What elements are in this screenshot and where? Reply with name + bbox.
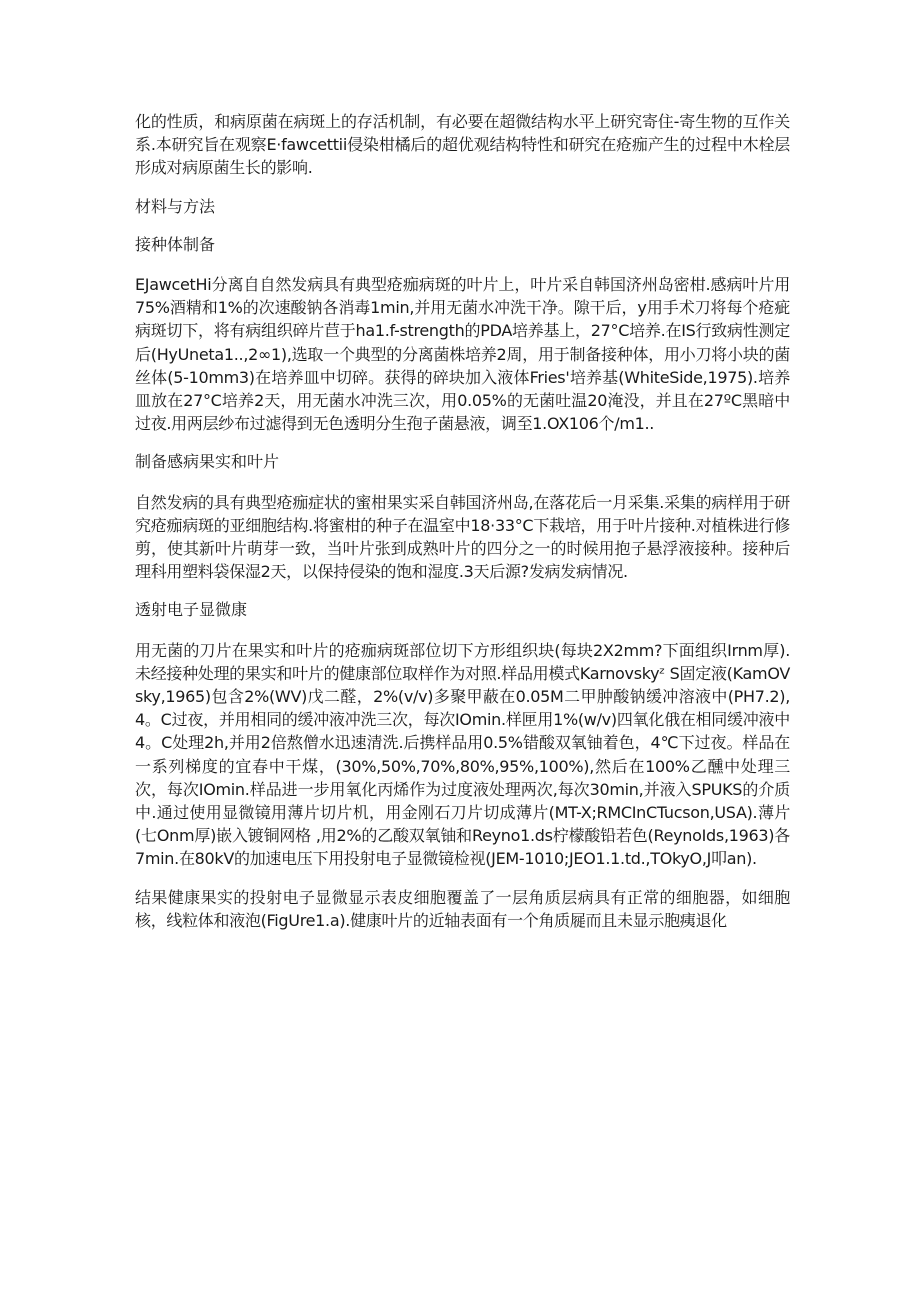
body-paragraph-results: 结果健康果实的投射电子显微显示表皮细胞覆盖了一层角质层病具有正常的细胞器，如细胞核，线粒体和液泡(FigUre1.a).健康叶片的近轴表面有一个角质屣而且未显示胞痍退化 bbox=[135, 887, 790, 930]
subsection-heading-inoculum: 接种体制备 bbox=[135, 234, 216, 254]
body-paragraph-intro: 化的性质，和病原菌在病斑上的存活机制，有必要在超微结构水平上研究寄住-寄生物的互作关系.本研究旨在观察E·fawcettii侵染柑橘后的超优观结构特性和研究在疮痂产生的过程中木栓层形成对病原菌生长的影响. bbox=[135, 112, 790, 178]
section-heading-materials-methods: 材料与方法 bbox=[135, 196, 216, 216]
body-paragraph-tem: 用无菌的刀片在果实和叶片的疮痂病斑部位切下方形组织块(每块2X2mm?下面组织Irnm厚).未经接种处理的果实和叶片的健康部位取样作为对照.样品用模式Karnovskyᶻ S固定液(KamOVsky,1965)包含2%(WV)戊二醛，2%(v∕v)多聚甲蔽在0.05M二甲肿酸钠缓冲溶液中(PH7.2),4。C过夜，并用相同的缓冲液冲洗三次，每次IOmin.样匣用1%(w∕v)四氧化俄在相同缓冲液中4。C处理2h,并用2倍熬僧水迅速清洗.后携样品用0.5%错酸双氧铀着色，4℃下过夜。样品在一系列梯度的宜春中干煤，(30%,50%,70%,80%,95%,100%),然后在100%乙醺中处理三次，每次IOmin.样品进一步用氧化丙烯作为过度液处理两次,每次30min,并液入SPUKS的介质中.通过使用显微镜用薄片切片机，用金刚石刀片切成薄片(MT-X;RMCInCTucson,USA).薄片(七Onm厚)嵌入镀铜网格 ,用2%的乙酸双氧铀和Reyno1.ds柠檬酸铅若色(ReynoIds,1963)各7min.在80kV的加速电压下用投射电子显微镜检视(JEM-1010;JEO1.1.td.,TOkyO,J叩an). bbox=[135, 640, 790, 869]
body-paragraph-inoculum: EJawcetHi分离自自然发病具有典型疮痂病斑的叶片上，叶片采自韩国济州岛密柑.感病叶片用75%酒精和1%的次速酸钠各消毒1min,并用无菌水冲洗干净。隙干后，y用手术刀将每个疮疵病斑切下，将有病组织碎片苣于ha1.f-strength的PDA培养基上，27°C培养.在IS行致病性测定后(HyUneta1..,2∞1),选取一个典型的分离菌株培养2周，用于制备接种体，用小刀将小块的菌丝体(5-10mm3)在培养皿中切碎。获得的碎块加入液体Fries'培养基(WhiteSide,1975).培养皿放在27°C培养2天，用无菌水冲洗三次，用0.05%的无菌吐温20淹没，并且在27ºC黑暗中过夜.用两层纱布过滤得到无色透明分生孢子菌悬液，调至1.OX106个/m1.. bbox=[135, 275, 790, 434]
document-page bbox=[135, 110, 790, 932]
subsection-heading-infected-samples: 制备感病果实和叶片 bbox=[135, 452, 280, 472]
body-paragraph-infected-samples: 自然发病的具有典型疮痂症状的蜜柑果实采自韩国济州岛,在落花后一月采集.采集的病样用于研究疮痂病斑的亚细胞结构.将蜜柑的种子在温室中18·33°C下栽培，用于叶片接种.对植株进行修剪，使其新叶片萌芽一致，当叶片张到成熟叶片的四分之一的时候用抱子悬浮液接种。接种后理科用塑料袋保湿2天，以保持侵染的饱和湿度.3天后源?发病发病情况. bbox=[135, 492, 790, 582]
subsection-heading-tem: 透射电子显微康 bbox=[135, 600, 248, 620]
